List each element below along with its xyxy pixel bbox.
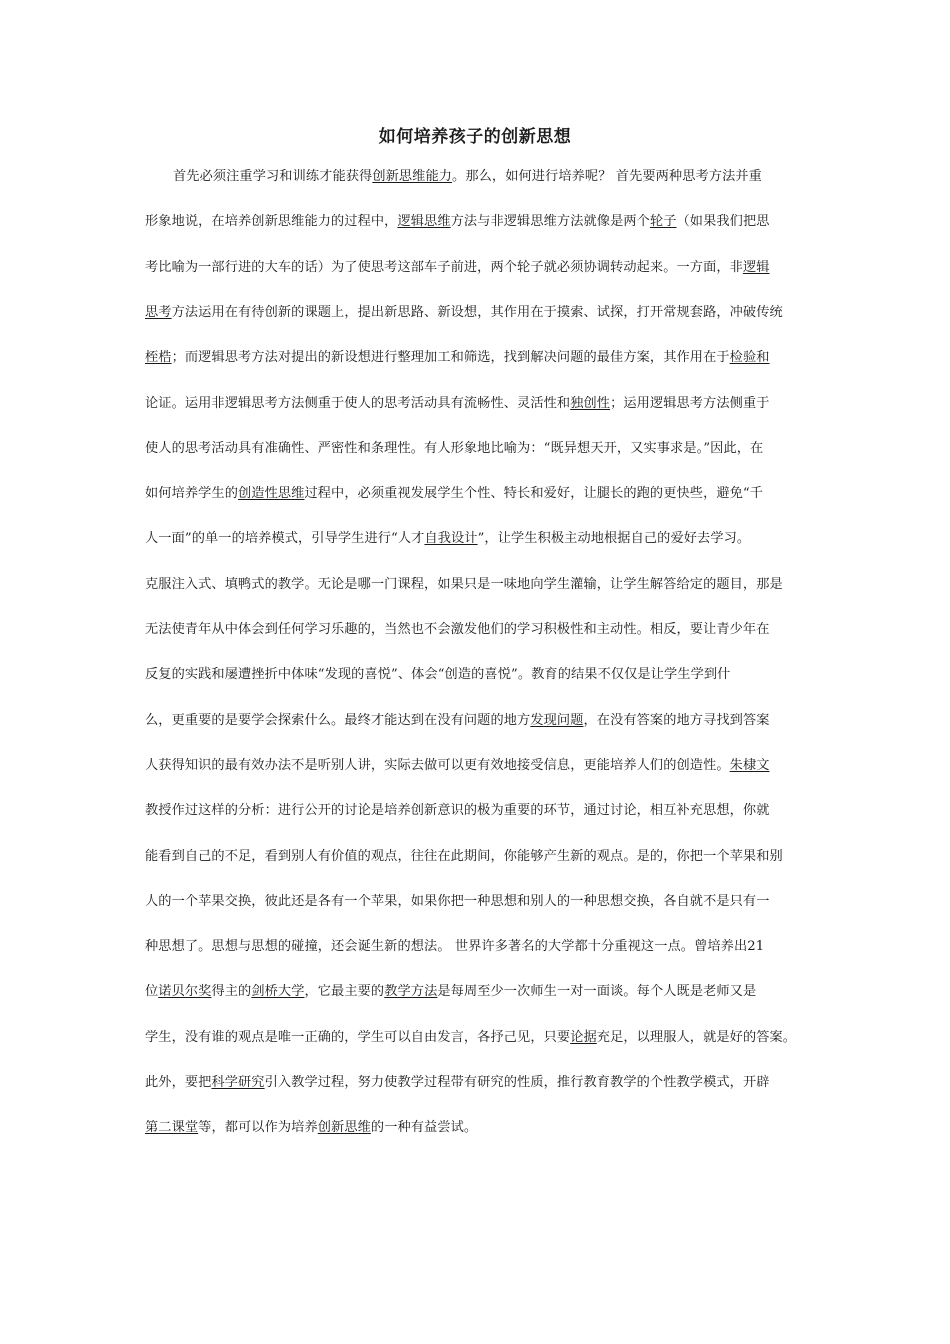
hyperlink[interactable]: 朱棣文 bbox=[729, 757, 770, 773]
hyperlink[interactable]: 思考 bbox=[145, 304, 172, 320]
text-run: ，在没有答案的地方寻找到答案 bbox=[583, 712, 770, 728]
text-run: 方法与非逻辑思维方法就像是两个 bbox=[450, 214, 650, 230]
text-run: 得主的 bbox=[211, 984, 252, 1000]
text-run: 充足，以理服人，就是好的答案。 bbox=[596, 1029, 797, 1045]
hyperlink[interactable]: 发现问题 bbox=[530, 712, 584, 728]
text-line bbox=[145, 1118, 808, 1138]
text-line bbox=[145, 212, 808, 232]
text-run: 使人的思考活动具有准确性、严密性和条理性。有人形象地比喻为：“既异想天开，又实事求是。”因此，在 bbox=[145, 440, 764, 456]
hyperlink[interactable]: 自我设计 bbox=[424, 531, 478, 547]
text-run: 。那么，如何进行培养呢？ 首先要两种思考方法并重 bbox=[452, 169, 762, 184]
text-line bbox=[145, 258, 808, 278]
text-run: （如果我们把思 bbox=[676, 214, 770, 230]
text-run: 学生，没有谁的观点是唯一正确的，学生可以自由发言，各抒己见，只要 bbox=[145, 1029, 571, 1045]
hyperlink[interactable]: 创新思维能力 bbox=[372, 169, 453, 184]
hyperlink[interactable]: 论据 bbox=[570, 1029, 597, 1045]
text-run: ；而逻辑思考方法对提出的新设想进行整理加工和筛选，找到解决问题的最佳方案，其作用在于 bbox=[171, 350, 730, 366]
text-line bbox=[145, 847, 808, 867]
text-run: 人获得知识的最有效办法不是听别人讲，实际去做可以更有效地接受信息，更能培养人们的创造性。 bbox=[145, 757, 730, 773]
text-run: 过程中，必须重视发展学生个性、特长和爱好，让腿长的跑的更快些，避免“千 bbox=[304, 486, 764, 502]
text-run: 此外，要把 bbox=[145, 1075, 212, 1090]
hyperlink[interactable]: 逻辑思维 bbox=[397, 214, 451, 230]
text-run: 引入教学过程，努力使教学过程带有研究的性质，推行教育教学的个性教学模式，开辟 bbox=[264, 1075, 770, 1090]
text-run: 种思想了。思想与思想的碰撞，还会诞生新的想法。 世界许多著名的大学都十分重视这一点。曾培养出21 bbox=[145, 939, 765, 955]
text-run: 能看到自己的不足，看到别人有价值的观点，往往在此期间，你能够产生新的观点。是的，你把一个苹果和别 bbox=[145, 848, 783, 864]
text-line bbox=[145, 484, 808, 504]
text-run: 无法使青年从中体会到任何学习乐趣的，当然也不会激发他们的学习积极性和主动性。相反，要让青少年在 bbox=[145, 622, 770, 637]
text-run: 么，更重要的是要学会探索什么。最终才能达到在没有问题的地方 bbox=[145, 712, 531, 728]
hyperlink[interactable]: 第二课堂 bbox=[145, 1120, 199, 1136]
text-run: 形象地说，在培养创新思维能力的过程中， bbox=[145, 214, 398, 230]
text-run: 考比喻为一部行进的大车的话）为了使思考这部车子前进，两个轮子就必须协调转动起来。一方面，非 bbox=[145, 259, 743, 275]
text-line bbox=[145, 303, 808, 323]
hyperlink[interactable]: 诺贝尔奖 bbox=[158, 984, 212, 1000]
text-line bbox=[145, 348, 808, 368]
text-line bbox=[145, 937, 808, 957]
text-run: 是每周至少一次师生一对一面谈。每个人既是老师又是 bbox=[437, 984, 757, 1000]
text-run: 首先必须注重学习和训练才能获得 bbox=[173, 169, 373, 184]
text-run: 反复的实践和屡遭挫折中体味“发现的喜悦”、体会“创造的喜悦”。教育的结果不仅仅是让学生学到什 bbox=[145, 667, 731, 683]
hyperlink[interactable]: 创造性思维 bbox=[238, 486, 305, 502]
text-run: ；运用逻辑思考方法侧重于 bbox=[610, 395, 770, 411]
text-line bbox=[145, 756, 808, 776]
text-line bbox=[145, 892, 808, 912]
hyperlink[interactable]: 教学方法 bbox=[384, 984, 438, 1000]
text-run: 如何培养学生的 bbox=[145, 486, 239, 502]
text-line bbox=[145, 665, 808, 685]
text-run: 教授作过这样的分析：进行公开的讨论是培养创新意识的极为重要的环节，通过讨论，相互补充思想，你就 bbox=[145, 803, 770, 819]
hyperlink[interactable]: 桎梏 bbox=[145, 350, 172, 366]
hyperlink[interactable]: 独创性 bbox=[570, 395, 611, 411]
hyperlink[interactable]: 逻辑 bbox=[742, 259, 770, 275]
text-line bbox=[145, 982, 808, 1002]
hyperlink[interactable]: 检验和 bbox=[729, 350, 770, 366]
text-line bbox=[145, 575, 808, 595]
text-line bbox=[145, 801, 808, 821]
document-title: 如何培养孩子的创新思想 bbox=[378, 127, 572, 147]
hyperlink[interactable]: 科学研究 bbox=[211, 1075, 265, 1090]
hyperlink[interactable]: 剑桥大学 bbox=[251, 984, 305, 1000]
text-line bbox=[145, 394, 808, 414]
text-line bbox=[145, 529, 808, 549]
text-run: 的一种有益尝试。 bbox=[370, 1120, 478, 1136]
text-run: ”，让学生积极主动地根据自己的爱好去学习。 bbox=[477, 531, 751, 547]
text-run: 人的一个苹果交换，彼此还是各有一个苹果，如果你把一种思想和别人的一种思想交换，各自就不是只有一 bbox=[145, 893, 770, 909]
text-run: ，它最主要的 bbox=[304, 984, 385, 1000]
text-line bbox=[145, 711, 808, 731]
text-run: 人一面”的单一的培养模式，引导学生进行“人才 bbox=[145, 531, 425, 547]
text-run: 位 bbox=[145, 984, 159, 1000]
text-line bbox=[173, 167, 808, 187]
text-run: 等，都可以作为培养 bbox=[198, 1120, 318, 1136]
text-run: 克服注入式、填鸭式的教学。无论是哪一门课程，如果只是一味地向学生灌输，让学生解答给定的题目，那是 bbox=[145, 576, 783, 592]
text-line bbox=[145, 620, 808, 640]
text-run: 论证。运用非逻辑思考方法侧重于使人的思考活动具有流畅性、灵活性和 bbox=[145, 395, 571, 411]
text-line bbox=[145, 439, 808, 459]
text-run: 方法运用在有待创新的课题上，提出新思路、新设想，其作用在于摸索、试探，打开常规套路，冲破传统 bbox=[171, 304, 783, 320]
text-line bbox=[145, 1028, 808, 1048]
hyperlink[interactable]: 轮子 bbox=[649, 214, 677, 230]
hyperlink[interactable]: 创新思维 bbox=[317, 1120, 371, 1136]
text-line bbox=[145, 1073, 808, 1093]
